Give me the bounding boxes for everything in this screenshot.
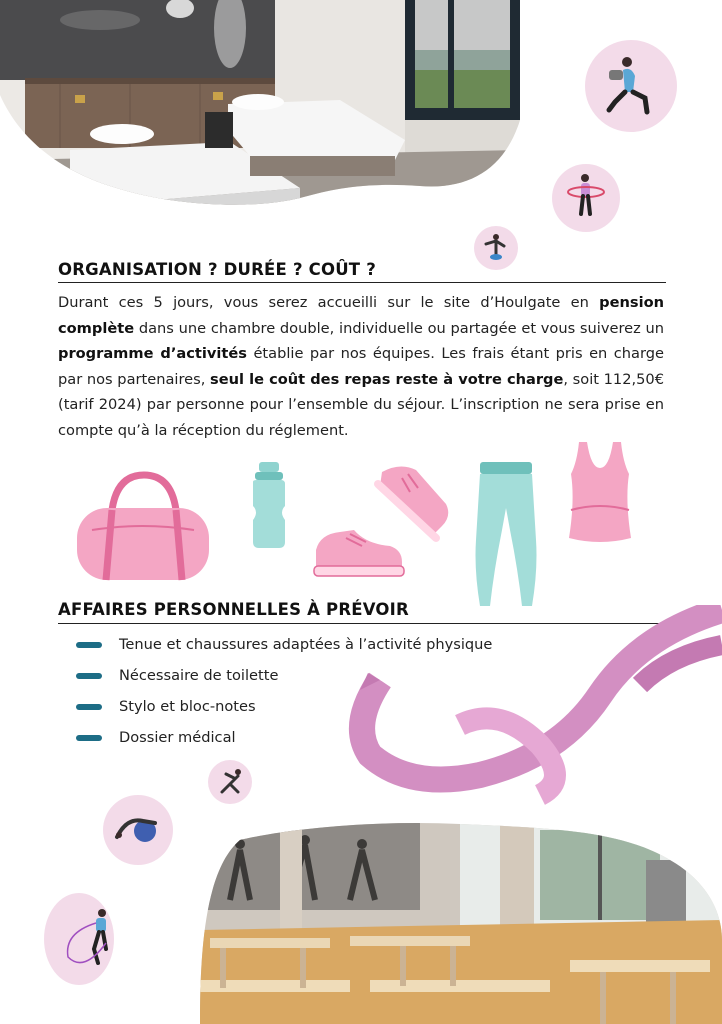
bullet-dash	[76, 704, 102, 710]
bullet-dash	[76, 673, 102, 679]
fitness-ball-icon	[103, 795, 173, 865]
organisation-paragraph	[58, 290, 664, 444]
list-item-label: Nécessaire de toilette	[119, 667, 279, 684]
list-item-label: Stylo et bloc-notes	[119, 698, 256, 715]
water-bottle-icon	[245, 460, 293, 550]
section-title-affaires: AFFAIRES PERSONNELLES À PRÉVOIR	[58, 600, 409, 619]
cafeteria-photo	[200, 820, 722, 1024]
para-text: , soit 112,50€ (tarif 2024) par personne pour l’ensemble du séjour. L’inscription ne sera prise en compte qu’à la réception du réglement.	[58, 370, 664, 439]
para-text: Durant ces 5 jours, vous serez accueilli sur le site d’Houlgate en	[58, 294, 600, 311]
hula-hoop-icon	[552, 164, 620, 232]
pink-ribbon-icon	[340, 605, 722, 805]
balance-board-icon	[474, 226, 518, 270]
para-bold: seul le coût des repas reste à votre charge	[210, 370, 564, 388]
sports-bag-icon	[72, 470, 214, 585]
bullet-dash	[76, 735, 102, 741]
sneaker-icon	[372, 458, 452, 544]
section-divider	[58, 282, 666, 283]
section-title-organisation: ORGANISATION ? DURÉE ? COÛT ?	[58, 260, 376, 279]
list-item-label: Dossier médical	[119, 729, 236, 746]
tank-top-icon	[565, 440, 635, 544]
jump-rope-icon	[44, 893, 114, 985]
stretching-icon	[208, 760, 252, 804]
list-item-label: Tenue et chaussures adaptées à l’activité physique	[119, 636, 493, 653]
bedroom-photo	[0, 0, 520, 205]
para-bold: pension complète	[58, 294, 664, 337]
para-bold: programme d’activités	[58, 345, 247, 363]
para-text: dans une chambre double, individuelle ou partagée et vous suiverez un	[134, 319, 664, 337]
para-text: établie par nos équipes. Les frais étant pris en charge par nos partenaires,	[58, 345, 664, 388]
leggings-icon	[470, 460, 542, 610]
bullet-dash	[76, 642, 102, 648]
dumbbell-squat-icon	[585, 40, 677, 132]
